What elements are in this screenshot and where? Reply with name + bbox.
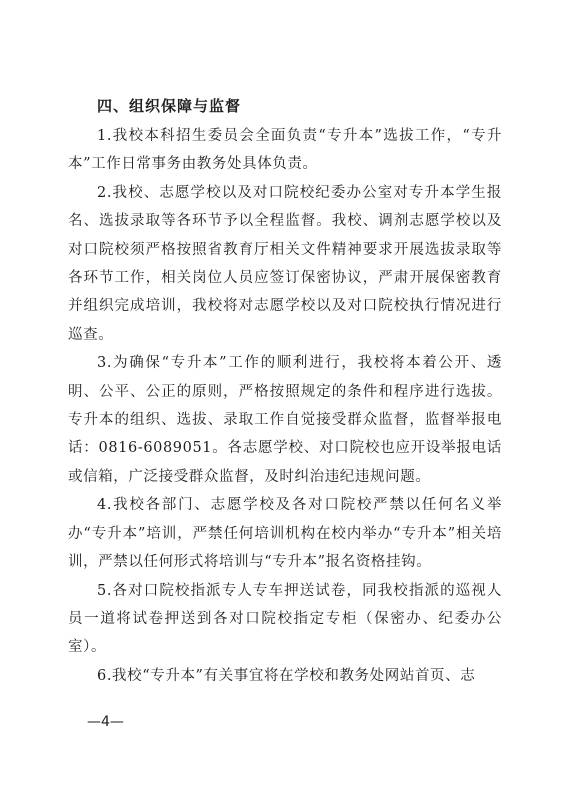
paragraph-3: 3.为确保“专升本”工作的顺利进行，我校将本着公开、透明、公平、公正的原则，严格按照规定的条件和程序进行选拔。专升本的组织、选拔、录取工作自觉接受群众监督，监督举报电话：0816-6089051。各志愿学校、对口院校也应开设举报电话或信箱，广泛接受群众监督，及时纠治违纪违规问题。 (68, 355, 502, 485)
paragraph-2: 2.我校、志愿学校以及对口院校纪委办公室对专升本学生报名、选拔录取等各环节予以全程监督。我校、调剂志愿学校以及对口院校须严格按照省教育厅相关文件精神要求开展选拔录取等各环节工作，相关岗位人员应签订保密协议，严肃开展保密教育并组织完成培训，我校将对志愿学校以及对口院校执行情况进行巡查。 (68, 184, 502, 343)
paragraph-1: 1.我校本科招生委员会全面负责“专升本”选拔工作，“专升本”工作日常事务由教务处具体负责。 (68, 128, 502, 173)
section-heading: 四、组织保障与监督 (97, 97, 242, 115)
paragraph-6: 6.我校“专升本”有关事宜将在学校和教务处网站首页、志 (97, 667, 476, 684)
document-body (68, 122, 502, 690)
page-number: —4— (87, 714, 124, 730)
paragraph-4: 4.我校各部门、志愿学校及各对口院校严禁以任何名义举办“专升本”培训，严禁任何培训机构在校内举办“专升本”相关培训，严禁以任何形式将培训与“专升本”报名资格挂钩。 (68, 497, 502, 571)
paragraph-5: 5.各对口院校指派专人专车押送试卷，同我校指派的巡视人员一道将试卷押送到各对口院校指定专柜（保密办、纪委办公室）。 (68, 582, 502, 656)
